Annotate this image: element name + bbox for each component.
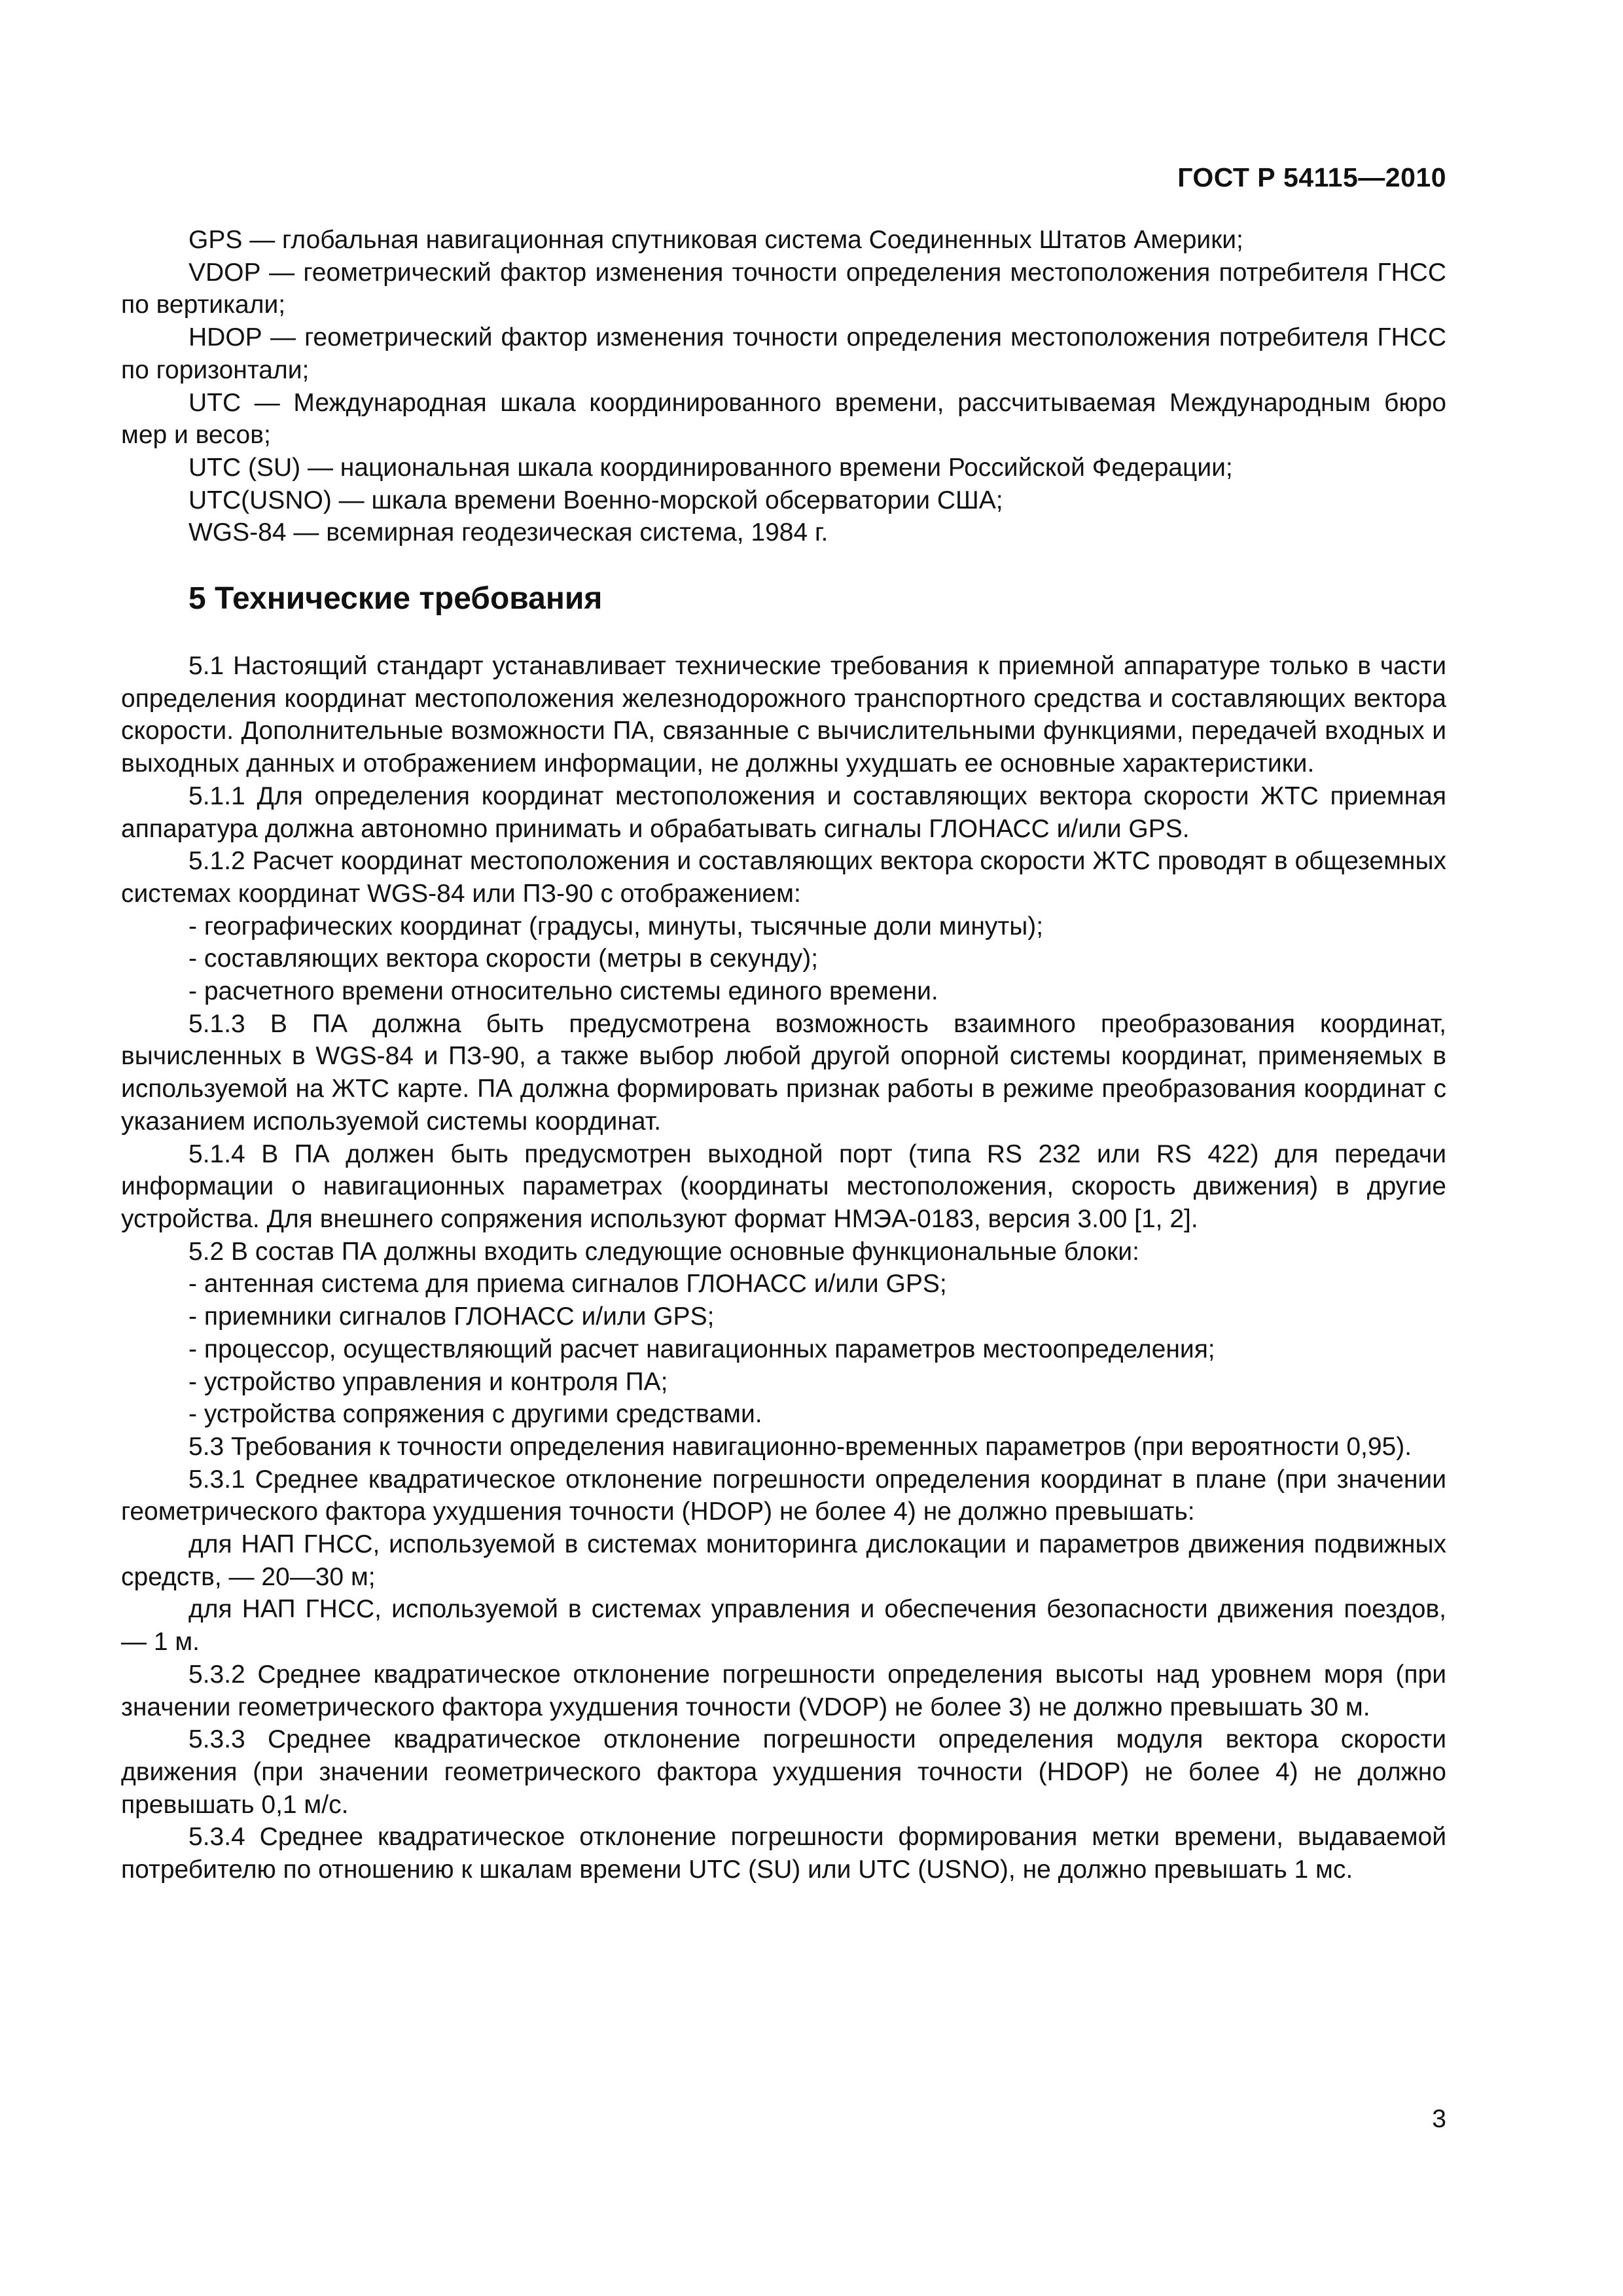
abbreviation-gps: GPS — глобальная навигационная спутниковая система Соединенных Штатов Америки; [188, 226, 1243, 254]
paragraph-5-1-4: 5.1.4 В ПА должен быть предусмотрен выходной порт (типа RS 232 или RS 422) для передачи информации о навигационных параметрах (координаты местоположения, скорость движения) в другие устройства. Для внешнего сопряжения используют формат НМЭА-0183, версия 3.00 [1, 2]. [121, 1139, 1446, 1233]
list-item: - устройство управления и контроля ПА; [188, 1367, 668, 1396]
paragraph-5-1-1: 5.1.1 Для определения координат местоположения и составляющих вектора скорости ЖТС приемная аппаратура должна автономно принимать и обрабатывать сигналы ГЛОНАСС и/или GPS. [121, 781, 1446, 843]
page-number: 3 [1432, 2105, 1446, 2133]
abbreviation-vdop: VDOP — геометрический фактор изменения точности определения местоположения потребителя ГНСС по вертикали; [121, 258, 1446, 319]
paragraph-5-3-1: 5.3.1 Среднее квадратическое отклонение погрешности определения координат в плане (при значении геометрического фактора ухудшения точности (HDOP) не более 4) не должно превышать: [121, 1465, 1446, 1526]
paragraph-5-1-3: 5.1.3 В ПА должна быть предусмотрена возможность взаимного преобразования координат, вычисленных в WGS-84 и ПЗ-90, а также выбор любой другой опорной системы координат, применяемых в используемой на ЖТС карте. ПА должна формировать признак работы в режиме преобразования координат с указанием используемой системы координат. [121, 1009, 1446, 1136]
abbreviation-wgs84: WGS-84 — всемирная геодезическая система, 1984 г. [188, 518, 829, 547]
abbreviation-hdop: HDOP — геометрический фактор изменения точности определения местоположения потребителя ГНСС по горизонтали; [121, 323, 1446, 384]
paragraph-5-3-1-monitoring: для НАП ГНСС, используемой в системах мониторинга дислокации и параметров движения подвижных средств, — 20—30 м; [121, 1530, 1446, 1591]
paragraph-5-3-1-safety: для НАП ГНСС, используемой в системах управления и обеспечения безопасности движения поездов, — 1 м. [121, 1595, 1446, 1657]
abbreviations-list [121, 224, 1446, 549]
section-title: 5 Технические требования [188, 581, 603, 617]
list-item: - приемники сигналов ГЛОНАСС и/или GPS; [188, 1302, 715, 1331]
paragraph-5-1: 5.1 Настоящий стандарт устанавливает технические требования к приемной аппаратуре только в части определения координат местоположения железнодорожного транспортного средства и составляющих вектора скорости. Дополнительные возможности ПА, связанные с вычислительными функциями, передачей входных и выходных данных и отображением информации, не должны ухудшать ее основные характеристики. [121, 652, 1446, 778]
list-item: - расчетного времени относительно системы единого времени. [188, 977, 938, 1006]
list-item: - составляющих вектора скорости (метры в секунду); [188, 944, 819, 973]
list-item: - процессор, осуществляющий расчет навигационных параметров местоопределения; [188, 1335, 1215, 1363]
paragraph-5-3: 5.3 Требования к точности определения навигационно-временных параметров (при вероятности 0,95). [188, 1432, 1412, 1461]
abbreviation-utc: UTC — Международная шкала координированного времени, рассчитываемая Международным бюро мер и весов; [121, 388, 1446, 450]
abbreviation-utc-su: UTC (SU) — национальная шкала координированного времени Российской Федерации; [188, 453, 1233, 482]
section-body [121, 650, 1446, 1886]
paragraph-5-2: 5.2 В состав ПА должны входить следующие основные функциональные блоки: [188, 1237, 1139, 1266]
paragraph-5-1-2: 5.1.2 Расчет координат местоположения и составляющих вектора скорости ЖТС проводят в общеземных системах координат WGS-84 или ПЗ-90 с отображением: [121, 847, 1446, 908]
paragraph-5-3-3: 5.3.3 Среднее квадратическое отклонение погрешности определения модуля вектора скорости движения (при значении геометрического фактора ухудшения точности (HDOP) не более 4) не должно превышать 0,1 м/с. [121, 1725, 1446, 1819]
page-body [121, 224, 1446, 1886]
paragraph-5-3-4: 5.3.4 Среднее квадратическое отклонение погрешности формирования метки времени, выдаваемой потребителю по отношению к шкалам времени UTC (SU) или UTC (USNO), не должно превышать 1 мс. [121, 1823, 1446, 1884]
paragraph-5-3-2: 5.3.2 Среднее квадратическое отклонение погрешности определения высоты над уровнем моря (при значении геометрического фактора ухудшения точности (VDOP) не более 3) не должно превышать 30 м. [121, 1660, 1446, 1721]
list-item: - географических координат (градусы, минуты, тысячные доли минуты); [188, 912, 1044, 941]
abbreviation-utc-usno: UTC(USNO) — шкала времени Военно-морской обсерватории США; [188, 486, 1003, 514]
list-item: - антенная система для приема сигналов ГЛОНАСС и/или GPS; [188, 1270, 947, 1299]
list-item: - устройства сопряжения с другими средствами. [188, 1400, 762, 1429]
document-code-header: ГОСТ Р 54115—2010 [1177, 162, 1446, 192]
